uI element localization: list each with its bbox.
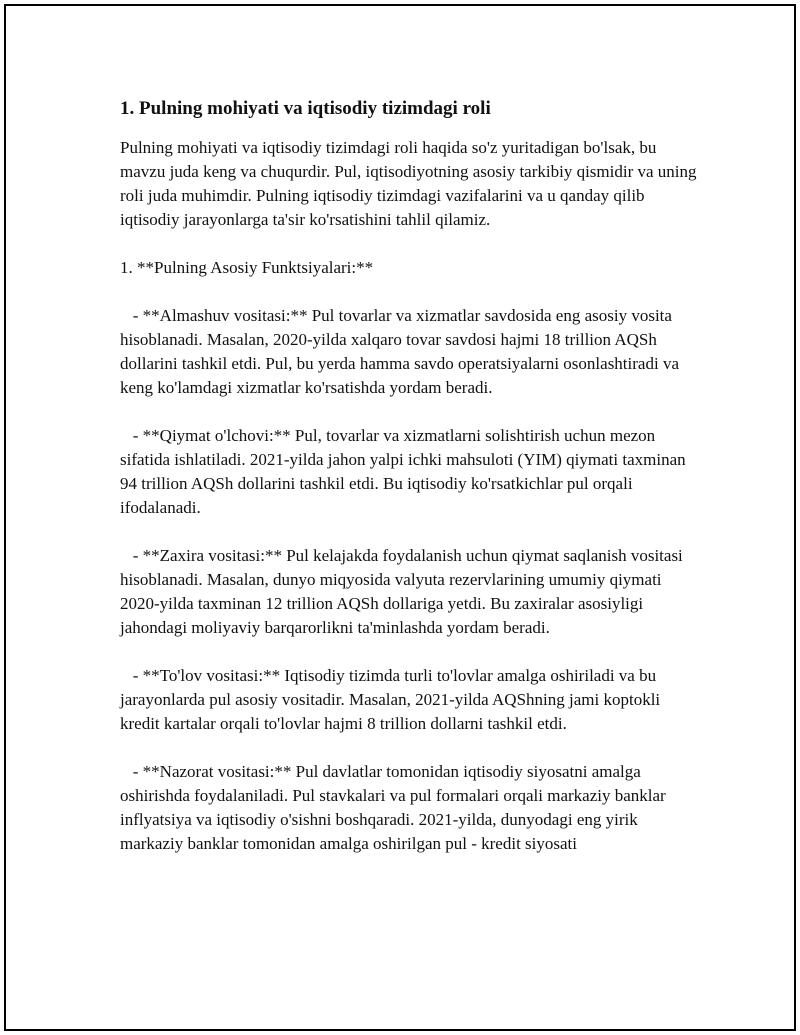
list-item-qiymat: - **Qiymat o'lchovi:** Pul, tovarlar va xizmatlarni solishtirish uchun mezon sifatida ishlatiladi. 2021-yilda jahon yalpi ichki mahsuloti (YIM) qiymati taxminan 94 trillion AQSh dollarini tashkil etdi. Bu iqtisodiy ko'rsatkichlar pul orqali ifodalanadi. [120,426,690,517]
document-heading: 1. Pulning mohiyati va iqtisodiy tizimdagi roli [120,98,491,119]
list-item-tolov: - **To'lov vositasi:** Iqtisodiy tizimda turli to'lovlar amalga oshiriladi va bu jarayonlarda pul asosiy vositadir. Masalan, 2021-yilda AQShning jami koptokli kredit kartalar orqali to'lovlar hajmi 8 trillion dollarni tashkil etdi. [120,666,665,733]
intro-paragraph: Pulning mohiyati va iqtisodiy tizimdagi roli haqida so'z yuritadigan bo'lsak, bu mavzu juda keng va chuqurdir. Pul, iqtisodiyotning asosiy tarkibiy qismidir va uning roli juda muhimdir. Pulning iqtisodiy tizimdagi vazifalarini va u qanday qilib iqtisodiy jarayonlarga ta'sir ko'rsatishini tahlil qilamiz. [120,138,701,229]
list-item-almashuv: - **Almashuv vositasi:** Pul tovarlar va xizmatlar savdosida eng asosiy vosita hisoblanadi. Masalan, 2020-yilda xalqaro tovar savdosi hajmi 18 trillion AQSh dollarini tashkil etdi. Pul, bu yerda hamma savdo operatsiyalarni osonlashtiradi va keng ko'lamdagi xizmatlar ko'rsatishda yordam beradi. [120,306,684,397]
document-body [120,96,700,880]
list-item-zaxira: - **Zaxira vositasi:** Pul kelajakda foydalanish uchun qiymat saqlanish vositasi hisoblanadi. Masalan, dunyo miqyosida valyuta rezervlarining umumiy qiymati 2020-yilda taxminan 12 trillion AQSh dollariga yetdi. Bu zaxiralar asosiyligi jahondagi moliyaviy barqarorlikni ta'minlashda yordam beradi. [120,546,688,637]
section-title: 1. **Pulning Asosiy Funktsiyalari:** [120,258,374,277]
page-frame [4,4,796,1031]
list-item-nazorat: - **Nazorat vositasi:** Pul davlatlar tomonidan iqtisodiy siyosatni amalga oshirishda foydalaniladi. Pul stavkalari va pul formalari orqali markaziy banklar inflyatsiya va iqtisodiy o'sishni boshqaradi. 2021-yilda, dunyodagi eng yirik markaziy banklar tomonidan amalga oshirilgan pul - kredit siyosati [120,762,670,853]
